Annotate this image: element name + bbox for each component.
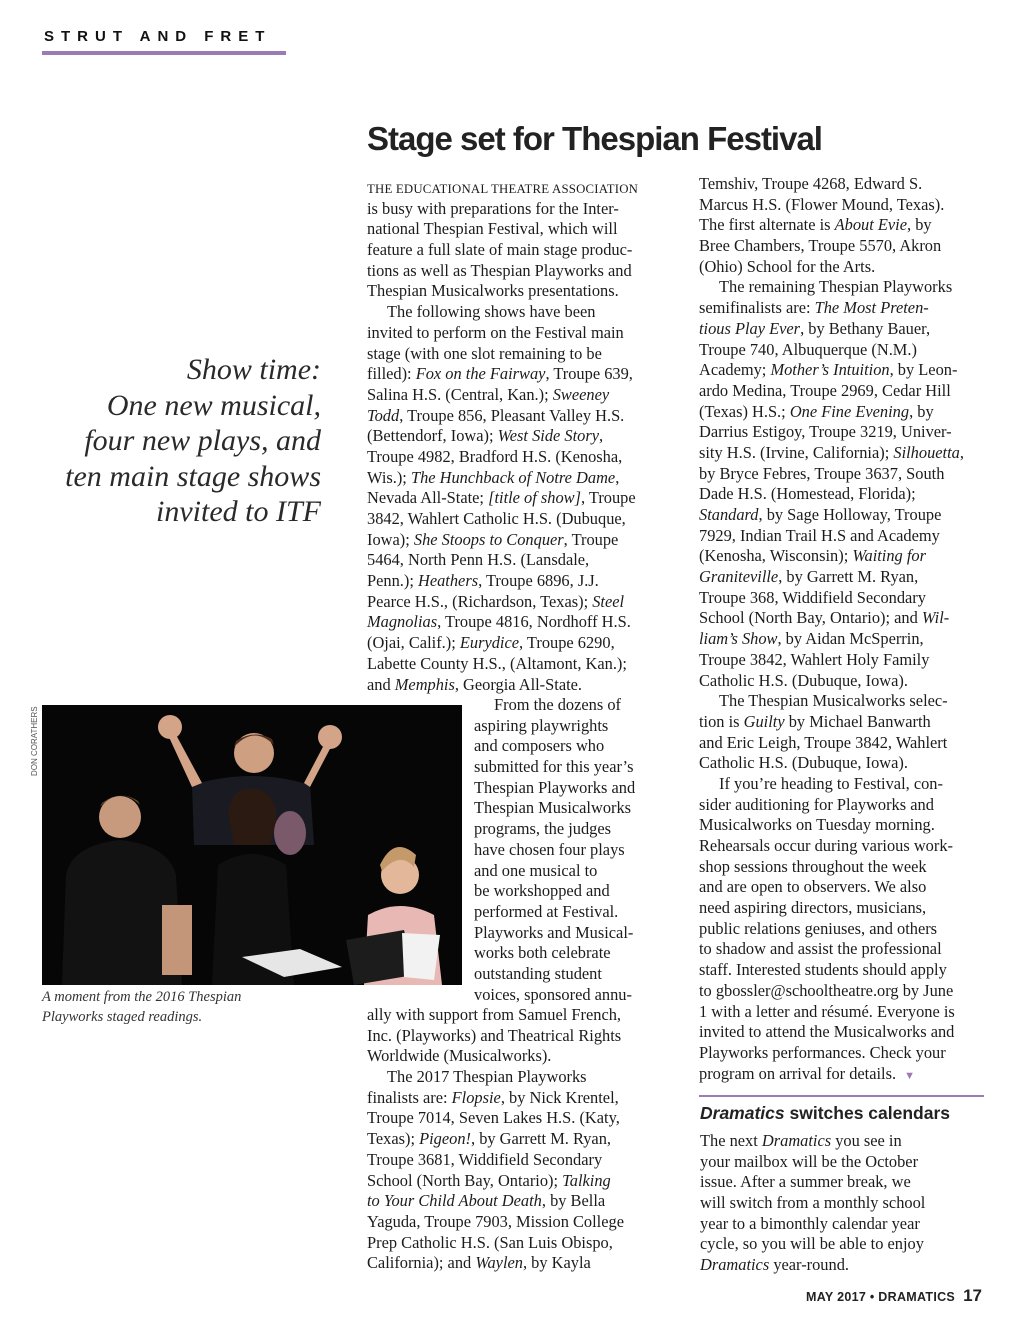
text-line: liam’s Show, by Aidan McSperrin, [699, 629, 924, 649]
text-line: by Bryce Febres, Troupe 3637, South [699, 463, 945, 483]
text-line: Musicalworks on Tuesday morning. [699, 815, 935, 835]
text-line: (Ojai, Calif.); Eurydice, Troupe 6290, [367, 633, 615, 653]
text-line: invited to perform on the Festival main [367, 322, 624, 342]
text-line: School (North Bay, Ontario); and Wil- [699, 608, 950, 628]
photo-caption [42, 988, 241, 1027]
text-line: need aspiring directors, musicians, [699, 898, 927, 918]
text-line: year to a bimonthly calendar year [700, 1213, 920, 1233]
text-line: submitted for this year’s [474, 757, 634, 777]
text-line: ally with support from Samuel French, [367, 1005, 622, 1024]
text-line: to gbossler@schooltheatre.org by June [699, 980, 954, 1000]
sidebar-rule [699, 1095, 984, 1097]
pull-quote-line: ten main stage shows [65, 459, 321, 493]
text-line: Troupe 7014, Seven Lakes H.S. (Katy, [367, 1108, 620, 1128]
text-line: 1 with a letter and résumé. Everyone is [699, 1001, 955, 1021]
text-line: The remaining Thespian Playworks [719, 277, 953, 297]
caption-line: Playworks staged readings. [42, 1008, 203, 1025]
text-line: (Kenosha, Wisconsin); Waiting for [699, 546, 926, 566]
text-line: is busy with preparations for the Inter- [367, 198, 619, 218]
text-line: works both celebrate [474, 943, 611, 963]
text-line: Standard, by Sage Holloway, Troupe [699, 505, 942, 524]
section-kicker: STRUT AND FRET [44, 28, 272, 45]
text-line: sity H.S. (Irvine, California); Silhouetta, [699, 442, 964, 462]
page-number: 17 [963, 1286, 982, 1305]
text-line: Inc. (Playworks) and Theatrical Rights [367, 1025, 622, 1045]
text-line: public relations geniuses, and others [699, 918, 938, 938]
text-line: THE EDUCATIONAL THEATRE ASSOCIATION [367, 182, 639, 196]
text-line: ardo Medina, Troupe 2969, Cedar Hill [699, 380, 951, 400]
article-headline: Stage set for Thespian Festival [367, 120, 822, 157]
text-line: voices, sponsored annu- [474, 984, 632, 1004]
text-line: Academy; Mother’s Intuition, by Leon- [699, 360, 958, 380]
text-line: Wis.); The Hunchback of Notre Dame, [367, 467, 620, 487]
text-line: Thespian Musicalworks presentations. [367, 281, 619, 301]
text-line: Catholic H.S. (Dubuque, Iowa). [699, 670, 908, 690]
text-line: Bree Chambers, Troupe 5570, Akron [699, 236, 942, 256]
pull-quote-line: Show time: [186, 353, 321, 386]
sidebar-body [700, 1131, 925, 1276]
text-line: programs, the judges [474, 819, 612, 839]
text-line: Temshiv, Troupe 4268, Edward S. [699, 174, 923, 193]
text-line: and are open to observers. We also [699, 877, 927, 897]
text-line: Dade H.S. (Homestead, Florida); [699, 484, 916, 504]
text-line: tious Play Ever, by Bethany Bauer, [699, 318, 931, 338]
text-line: to shadow and assist the professional [699, 939, 942, 959]
text-line: 3842, Wahlert Catholic H.S. (Dubuque, [367, 509, 626, 528]
text-line: outstanding student [474, 963, 602, 983]
text-line: and Memphis, Georgia All-State. [367, 674, 583, 694]
text-line: 7929, Indian Trail H.S and Academy [699, 525, 940, 545]
text-line: Dramatics year-round. [700, 1255, 849, 1275]
text-line: The following shows have been [387, 302, 596, 322]
text-line: have chosen four plays [474, 839, 625, 859]
text-line: and one musical to [474, 860, 598, 880]
page-footer [806, 1286, 982, 1306]
text-line: Todd, Troupe 856, Pleasant Valley H.S. [367, 405, 625, 425]
sidebar-heading: Dramatics switches calendars [700, 1103, 951, 1123]
text-line: semifinalists are: The Most Preten- [699, 298, 929, 318]
text-line: Salina H.S. (Central, Kan.); Sweeney [367, 384, 610, 404]
text-line: Troupe 368, Widdifield Secondary [699, 587, 926, 607]
text-line: The 2017 Thespian Playworks [387, 1067, 587, 1087]
text-line: The first alternate is About Evie, by [699, 215, 932, 235]
text-line: Pearce H.S., (Richardson, Texas); Steel [367, 591, 625, 611]
text-line: your mailbox will be the October [700, 1151, 919, 1171]
text-line: Nevada All-State; [title of show], Troupe [367, 488, 636, 508]
text-line: to Your Child About Death, by Bella [367, 1191, 606, 1211]
text-line: Playworks performances. Check your [699, 1042, 946, 1062]
text-line: Playworks and Musical- [474, 922, 634, 942]
caption-line: A moment from the 2016 Thespian [42, 989, 242, 1005]
text-line: tion is Guilty by Michael Banwarth [699, 711, 931, 731]
text-line: (Ohio) School for the Arts. [699, 256, 876, 276]
text-line: 5464, North Penn H.S. (Lansdale, [367, 550, 590, 570]
text-line: feature a full slate of main stage produc- [367, 240, 633, 260]
footer-issue: MAY 2017 • DRAMATICS [806, 1290, 956, 1304]
text-line: Troupe 4982, Bradford H.S. (Kenosha, [367, 446, 623, 466]
pull-quote-line: four new plays, and [84, 424, 321, 457]
text-line: If you’re heading to Festival, con- [719, 773, 943, 793]
text-line: From the dozens of [494, 695, 622, 714]
text-line: Penn.); Heathers, Troupe 6896, J.J. [367, 571, 599, 591]
text-line: Rehearsals occur during various work- [699, 836, 953, 855]
text-line: invited to attend the Musicalworks and [699, 1022, 955, 1042]
text-line: Troupe 3681, Widdifield Secondary [367, 1149, 603, 1169]
text-line: Labette County H.S., (Altamont, Kan.); [367, 653, 627, 673]
text-line: Iowa); She Stoops to Conquer, Troupe [367, 529, 619, 549]
text-line: The Thespian Musicalworks selec- [719, 691, 948, 711]
text-line: stage (with one slot remaining to be [367, 343, 602, 363]
photo-illustration [42, 705, 462, 985]
text-line: shop sessions throughout the week [699, 856, 927, 876]
text-line: and Eric Leigh, Troupe 3842, Wahlert [699, 732, 948, 752]
text-line: Darrius Estigoy, Troupe 3219, Univer- [699, 422, 952, 442]
text-line: tions as well as Thespian Playworks and [367, 260, 632, 280]
text-line: cycle, so you will be able to enjoy [700, 1234, 924, 1254]
article-column-2 [699, 174, 964, 1084]
text-line: be workshopped and [474, 881, 610, 901]
article-column-1-wrap [474, 695, 635, 1005]
text-line: School (North Bay, Ontario); Talking [367, 1170, 611, 1190]
performance-photo [42, 705, 462, 985]
text-line: national Thespian Festival, which will [367, 219, 618, 239]
text-line: Thespian Playworks and [474, 777, 636, 797]
photo-credit: DON CORATHERS [30, 706, 39, 776]
text-line: California); and Waylen, by Kayla [367, 1253, 591, 1273]
text-line: Magnolias, Troupe 4816, Nordhoff H.S. [367, 612, 631, 632]
kicker-rule [42, 51, 286, 55]
text-line: Troupe 3842, Wahlert Holy Family [699, 649, 930, 669]
text-line: sider auditioning for Playworks and [699, 794, 934, 814]
text-line: program on arrival for details. ▼ [699, 1063, 915, 1083]
pull-quote-line: invited to ITF [156, 495, 321, 528]
text-line: filled): Fox on the Fairway, Troupe 639, [367, 364, 633, 384]
article-column-1-bottom [367, 1005, 624, 1274]
end-mark-icon: ▼ [904, 1069, 915, 1082]
text-line: finalists are: Flopsie, by Nick Krentel, [367, 1087, 619, 1107]
text-line: Prep Catholic H.S. (San Luis Obispo, [367, 1232, 613, 1252]
text-line: performed at Festival. [474, 901, 619, 921]
text-line: will switch from a monthly school [700, 1193, 926, 1213]
article-column-1 [367, 178, 638, 695]
pull-quote [65, 352, 321, 530]
text-line: and composers who [474, 736, 605, 756]
text-line: Thespian Musicalworks [474, 798, 632, 818]
pull-quote-line: One new musical, [106, 388, 321, 422]
text-line: (Texas) H.S.; One Fine Evening, by [699, 401, 934, 421]
text-line: Worldwide (Musicalworks). [367, 1046, 552, 1066]
text-line: Graniteville, by Garrett M. Ryan, [699, 567, 919, 587]
text-line: aspiring playwrights [474, 715, 609, 735]
text-line: Texas); Pigeon!, by Garrett M. Ryan, [367, 1129, 612, 1149]
text-line: staff. Interested students should apply [699, 960, 947, 980]
text-line: (Bettendorf, Iowa); West Side Story, [367, 426, 604, 446]
text-line: The next Dramatics you see in [700, 1131, 902, 1150]
text-line: Marcus H.S. (Flower Mound, Texas). [699, 194, 945, 214]
text-line: Catholic H.S. (Dubuque, Iowa). [699, 753, 908, 773]
text-line: Troupe 740, Albuquerque (N.M.) [699, 339, 917, 359]
text-line: Yaguda, Troupe 7903, Mission College [367, 1211, 624, 1231]
text-line: issue. After a summer break, we [700, 1172, 911, 1192]
